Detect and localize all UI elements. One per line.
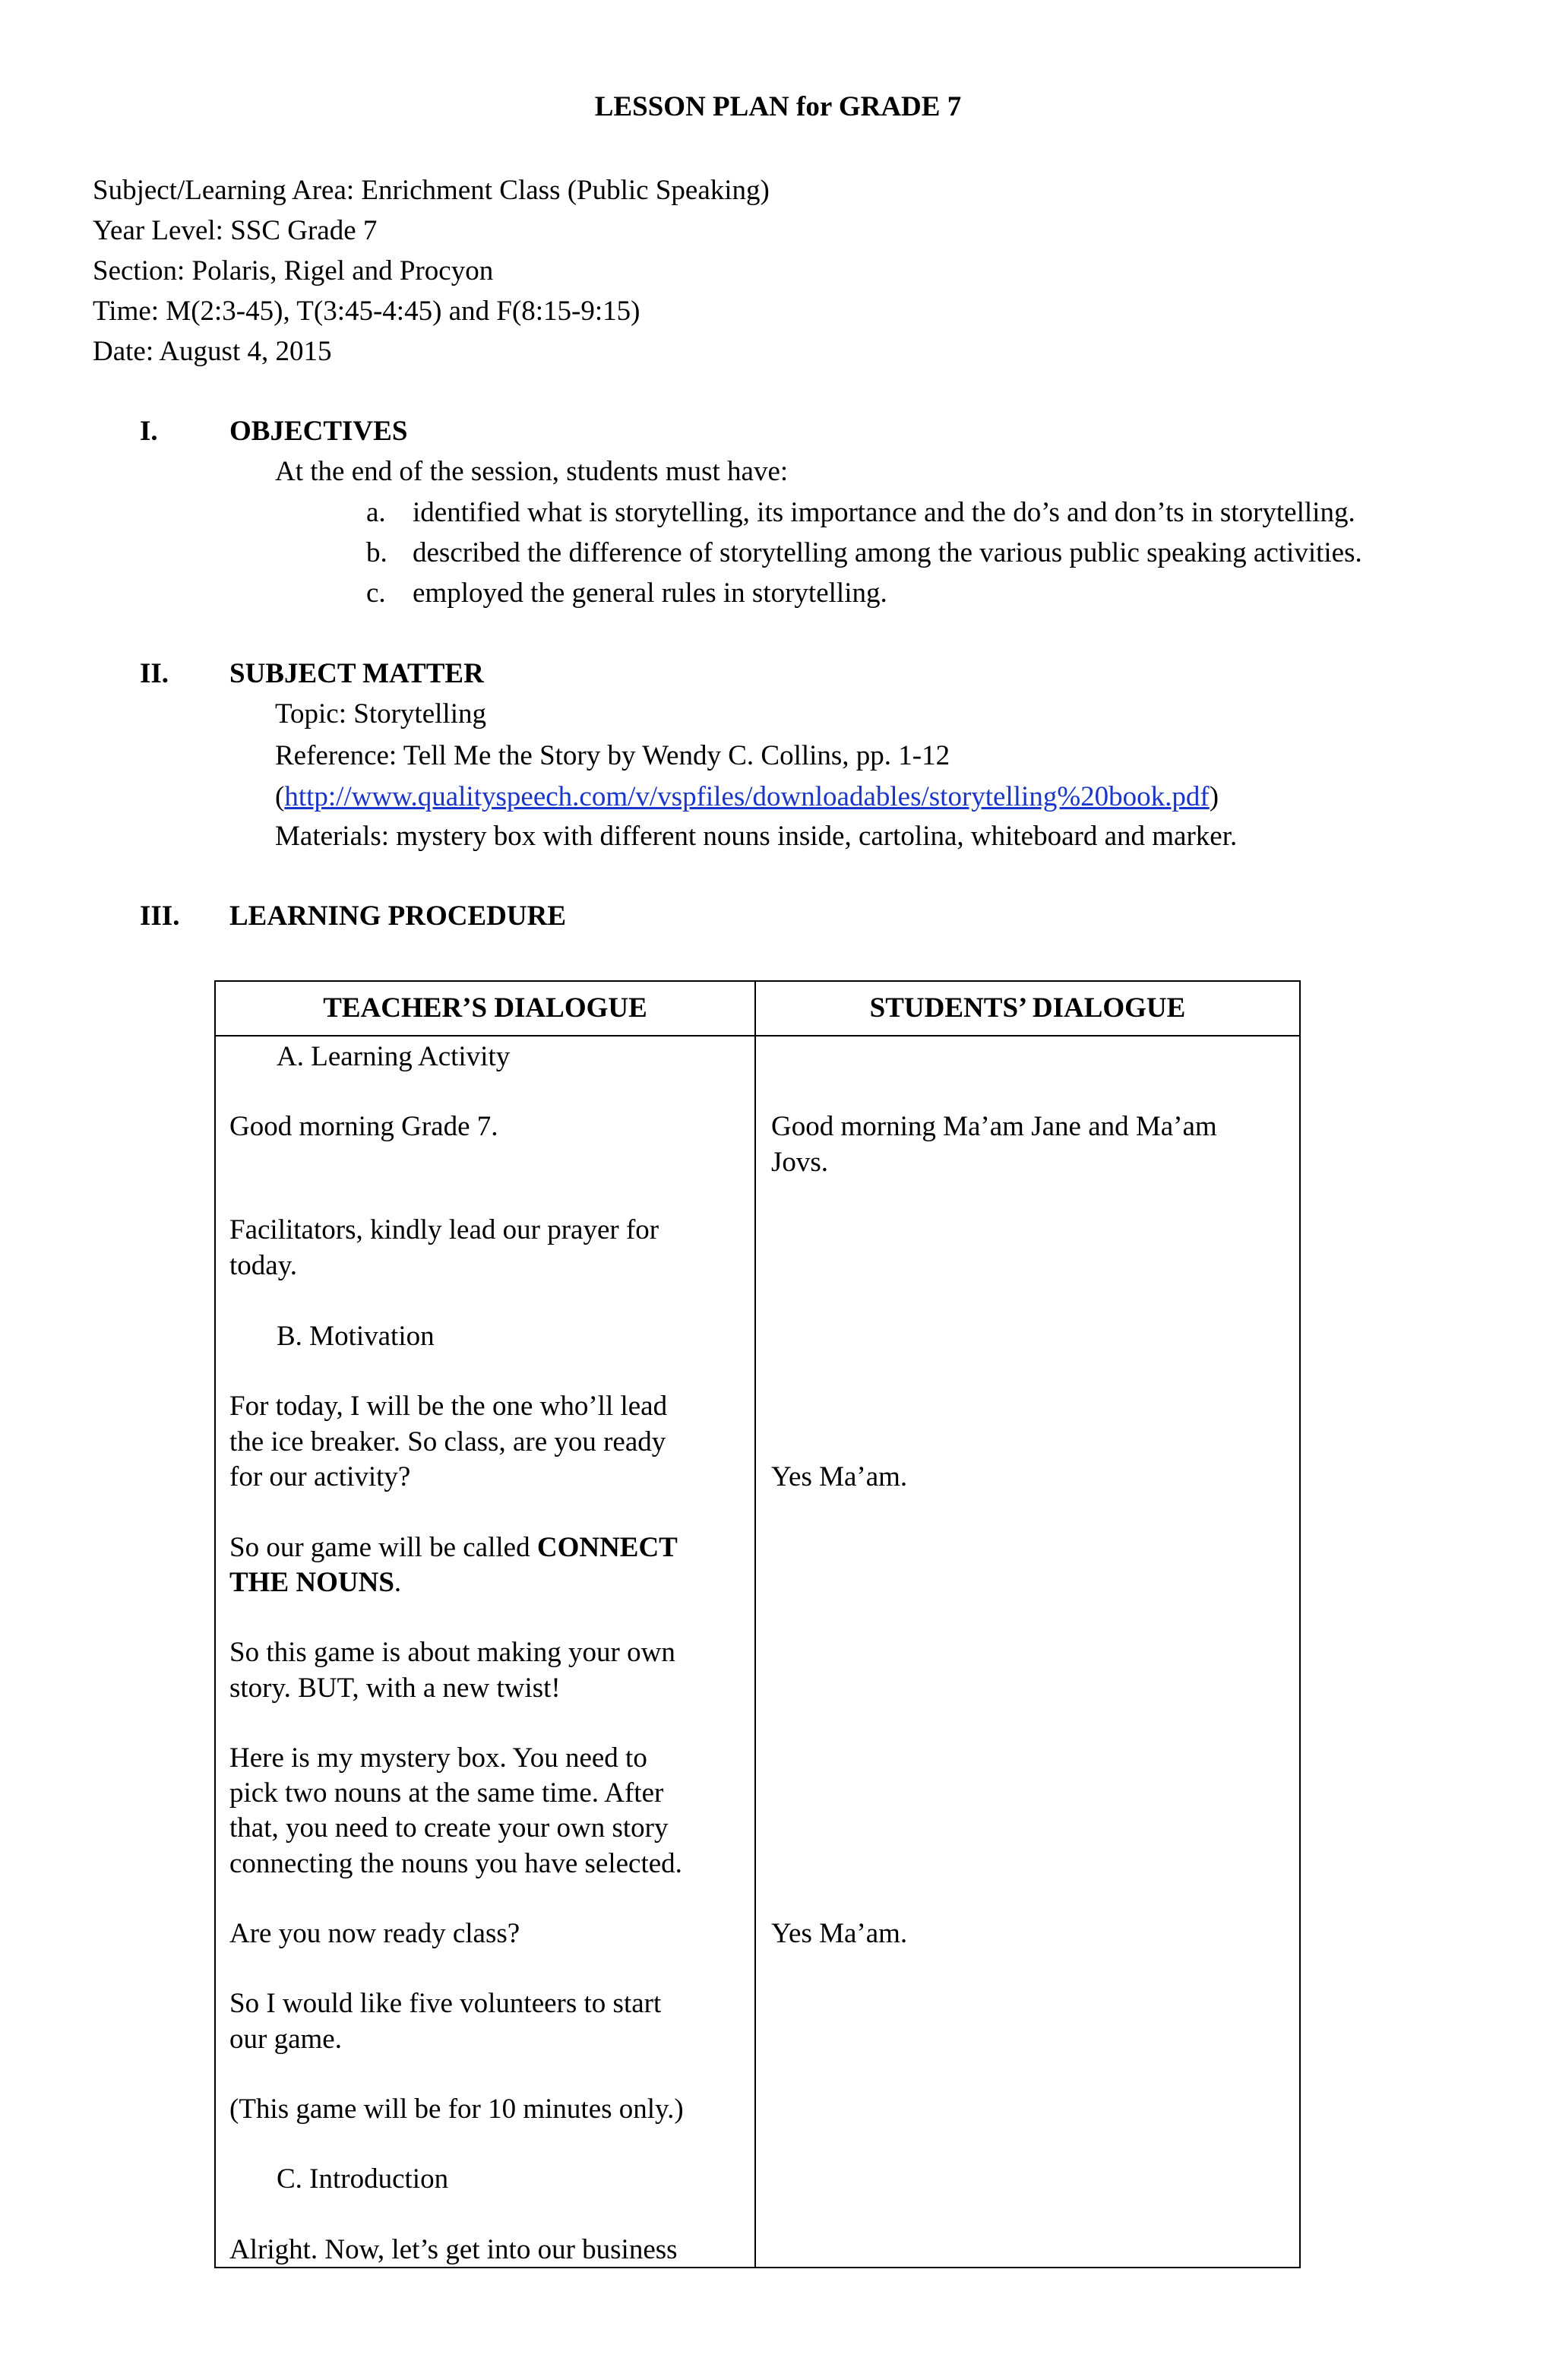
- subject-matter-heading: SUBJECT MATTER: [229, 658, 484, 689]
- page-title: LESSON PLAN for GRADE 7: [594, 91, 962, 122]
- game-text: So our game will be called: [229, 1532, 537, 1563]
- objective-text: employed the general rules in storytelling.: [413, 578, 887, 609]
- section-c-label: C. Introduction: [277, 2163, 449, 2195]
- section-a-label: A. Learning Activity: [277, 1041, 511, 1072]
- game-name-part: CONNECT: [536, 1532, 678, 1563]
- info-date: Date: August 4, 2015: [93, 336, 332, 367]
- teacher-line: So this game is about making your own: [229, 1637, 675, 1668]
- info-time: Time: M(2:3-45), T(3:45-4:45) and F(8:15-9:15): [93, 296, 640, 327]
- reference-link[interactable]: http://www.qualityspeech.com/v/vspfiles/downloadables/storytelling%20book.pdf: [284, 781, 1210, 812]
- student-header: STUDENTS’ DIALOGUE: [755, 981, 1300, 1036]
- objective-text: identified what is storytelling, its importance and the do’s and don’ts in storytelling.: [413, 497, 1355, 528]
- reference-line: Reference: Tell Me the Story by Wendy C. Collins, pp. 1-12: [275, 740, 950, 771]
- teacher-line: [229, 1530, 678, 1565]
- section-b-label: B. Motivation: [277, 1321, 435, 1352]
- objective-letter: b.: [366, 537, 387, 568]
- objective-letter: a.: [366, 497, 386, 528]
- info-section: Section: Polaris, Rigel and Procyon: [93, 255, 494, 286]
- student-line: Jovs.: [771, 1147, 829, 1178]
- teacher-line: Good morning Grade 7.: [229, 1111, 498, 1142]
- teacher-dialogue-cell: [215, 1036, 755, 2268]
- teacher-line: that, you need to create your own story: [229, 1812, 669, 1844]
- objectives-numeral: I.: [140, 416, 158, 447]
- info-year-level: Year Level: SSC Grade 7: [93, 215, 378, 246]
- teacher-line: For today, I will be the one who’ll lead: [229, 1391, 668, 1422]
- link-close-paren: ): [1209, 781, 1219, 812]
- game-text: .: [394, 1567, 402, 1598]
- table-body-row: [215, 1036, 1300, 2268]
- teacher-header: TEACHER’S DIALOGUE: [215, 981, 755, 1036]
- game-name-part: THE NOUNS: [229, 1567, 394, 1598]
- objectives-intro: At the end of the session, students must have:: [275, 456, 789, 487]
- procedure-numeral: III.: [140, 900, 180, 932]
- teacher-line: story. BUT, with a new twist!: [229, 1673, 561, 1704]
- link-open-paren: (: [275, 781, 285, 812]
- objectives-heading: OBJECTIVES: [229, 416, 408, 447]
- table-header-row: [215, 981, 1300, 1036]
- student-dialogue-cell: [755, 1036, 1300, 2268]
- student-line: Yes Ma’am.: [771, 1918, 908, 1949]
- teacher-line: Here is my mystery box. You need to: [229, 1742, 647, 1774]
- objective-letter: c.: [366, 578, 386, 609]
- student-line: Yes Ma’am.: [771, 1461, 908, 1492]
- teacher-line: the ice breaker. So class, are you ready: [229, 1426, 666, 1457]
- procedure-heading: LEARNING PROCEDURE: [229, 900, 567, 932]
- teacher-line: connecting the nouns you have selected.: [229, 1848, 682, 1879]
- teacher-line: Are you now ready class?: [229, 1918, 520, 1949]
- topic-line: Topic: Storytelling: [275, 698, 486, 730]
- objective-text: described the difference of storytelling among the various public speaking activities.: [413, 537, 1362, 568]
- teacher-line: (This game will be for 10 minutes only.): [229, 2094, 684, 2125]
- teacher-line: our game.: [229, 2024, 342, 2055]
- teacher-line: So I would like five volunteers to start: [229, 1988, 662, 2019]
- subject-matter-numeral: II.: [140, 658, 169, 689]
- teacher-line: Alright. Now, let’s get into our business: [229, 2234, 678, 2265]
- info-subject: Subject/Learning Area: Enrichment Class (Public Speaking): [93, 175, 770, 206]
- reference-link-line: [275, 780, 1219, 815]
- procedure-table: [214, 980, 1301, 2268]
- materials-line: Materials: mystery box with different nouns inside, cartolina, whiteboard and marker.: [275, 821, 1238, 852]
- teacher-line: [229, 1565, 401, 1600]
- teacher-line: for our activity?: [229, 1461, 411, 1492]
- teacher-line: pick two nouns at the same time. After: [229, 1777, 664, 1809]
- student-line: Good morning Ma’am Jane and Ma’am: [771, 1111, 1217, 1142]
- teacher-line: today.: [229, 1250, 298, 1281]
- teacher-line: Facilitators, kindly lead our prayer for: [229, 1214, 659, 1245]
